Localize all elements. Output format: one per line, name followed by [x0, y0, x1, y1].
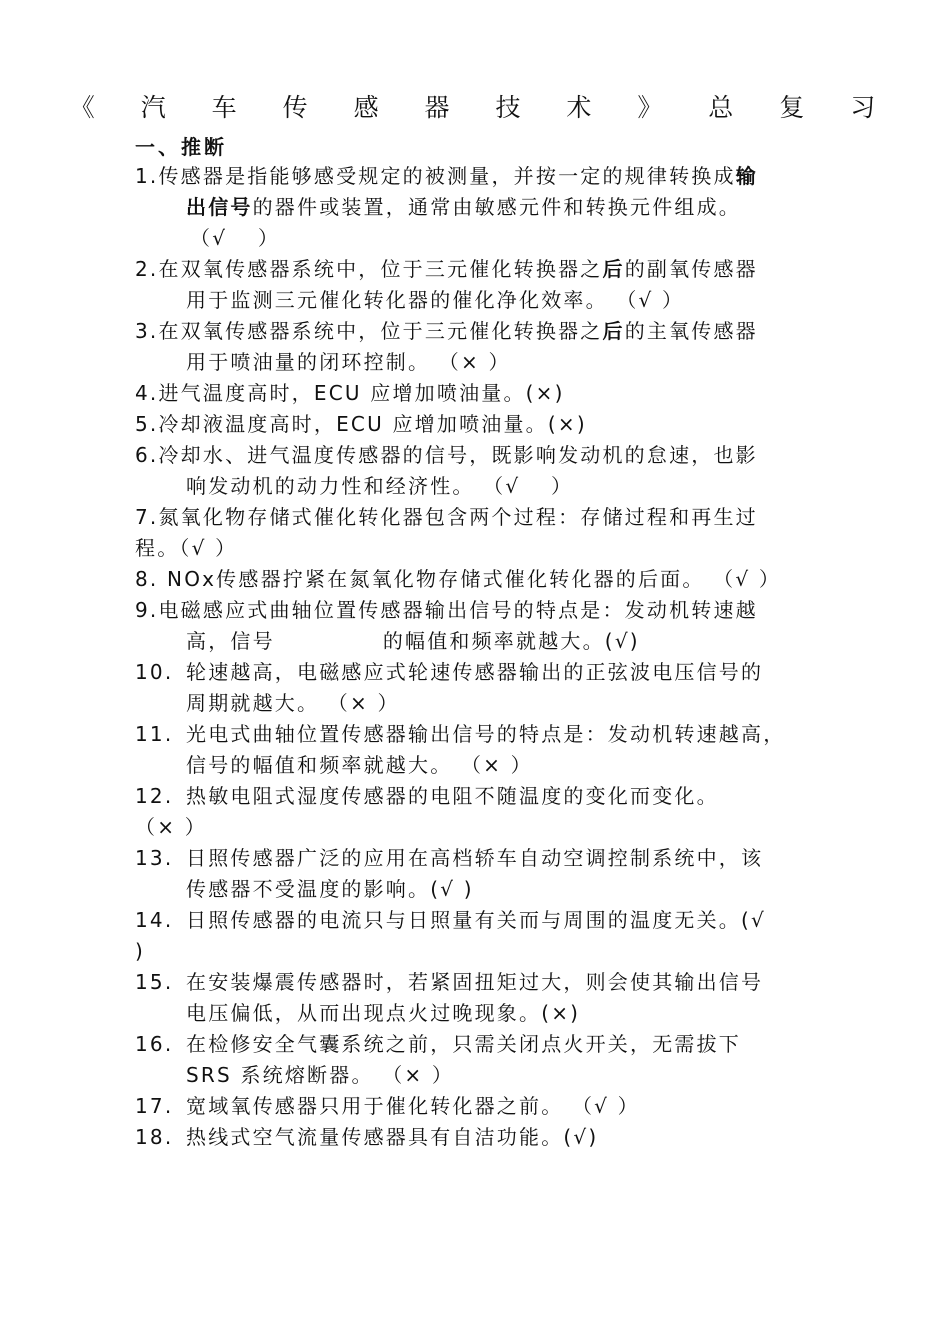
question-6-line-1 [135, 441, 758, 469]
question-4-line-1 [135, 379, 565, 407]
question-12-line-1 [135, 782, 719, 810]
question-10-line-1 [135, 658, 763, 686]
question-text: 冷却水、进气温度传感器的信号，既影响发动机的怠速，也影 [158, 443, 758, 467]
question-16-line-1 [135, 1030, 741, 1058]
question-2-line-1 [135, 255, 758, 283]
question-text: 轮速越高，电磁感应式轮速传感器输出的正弦波电压信号的 [186, 660, 764, 684]
question-number: 1. [135, 164, 159, 188]
question-number: 11. [135, 722, 174, 746]
question-18-line-1 [135, 1123, 598, 1151]
question-17-line-1 [135, 1092, 640, 1120]
question-number: 6. [135, 443, 159, 467]
question-16-line-2: SRS 系统熔断器。 （× ） [186, 1063, 455, 1087]
question-7-line-2: 程。（√ ） [135, 536, 238, 560]
question-13-line-1 [135, 844, 763, 872]
question-14-line-1 [135, 906, 766, 934]
question-text: 日照传感器广泛的应用在高档轿车自动空调控制系统中，该 [186, 846, 764, 870]
question-text: 热敏电阻式湿度传感器的电阻不随温度的变化而变化。 [186, 784, 719, 808]
question-text: 的幅值和频率就越大。(√) [382, 629, 640, 653]
question-text: 热线式空气流量传感器具有自洁功能。(√) [186, 1125, 599, 1149]
question-text: 光电式曲轴位置传感器输出信号的特点是：发动机转速越高， [186, 722, 786, 746]
question-8-line-1 [135, 565, 781, 593]
question-3-line-2: 用于喷油量的闭环控制。 （× ） [186, 350, 511, 374]
question-number: 14. [135, 908, 174, 932]
question-number: 4. [135, 381, 159, 405]
question-11-line-2: 信号的幅值和频率就越大。 （× ） [186, 753, 533, 777]
question-10-line-2: 周期就越大。 （× ） [186, 691, 400, 715]
question-text: 的器件或装置，通常由敏感元件和转换元件组成。 [252, 195, 742, 219]
question-9-line-1 [135, 596, 758, 624]
question-number: 17. [135, 1094, 174, 1118]
question-number: 16. [135, 1032, 174, 1056]
question-text-bold: 后 [602, 257, 625, 281]
question-number: 10. [135, 660, 174, 684]
question-number: 15. [135, 970, 174, 994]
question-text: 传感器是指能够感受规定的被测量，并按一定的规律转换成 [158, 164, 736, 188]
question-text: NOx传感器拧紧在氮氧化物存储式催化转化器的后面。 （√ ） [167, 567, 782, 591]
question-text: 氮氧化物存储式催化转化器包含两个过程：存储过程和再生过 [158, 505, 758, 529]
question-text: 宽域氧传感器只用于催化转化器之前。 （√ ） [186, 1094, 640, 1118]
question-9-line-2 [186, 627, 640, 655]
question-text: 在检修安全气囊系统之前，只需关闭点火开关，无需拔下 [186, 1032, 741, 1056]
question-text-bold: 后 [602, 319, 625, 343]
question-text: 的副氧传感器 [624, 257, 758, 281]
page-title: 《 汽 车 传 感 器 技 术 》 总 复 习 [69, 93, 895, 122]
question-number: 12. [135, 784, 174, 808]
question-text: 日照传感器的电流只与日照量有关而与周围的温度无关。(√ [186, 908, 766, 932]
question-text: 在双氧传感器系统中，位于三元催化转换器之 [158, 257, 603, 281]
question-15-line-1 [135, 968, 763, 996]
question-6-line-2: 响发动机的动力性和经济性。 （√ ） [186, 474, 574, 498]
question-13-line-2: 传感器不受温度的影响。(√ ) [186, 877, 474, 901]
question-number: 2. [135, 257, 159, 281]
question-text: 进气温度高时，ECU 应增加喷油量。(×) [158, 381, 565, 405]
question-text: 冷却液温度高时，ECU 应增加喷油量。(×) [158, 412, 587, 436]
question-text: 在安装爆震传感器时，若紧固扭矩过大，则会使其输出信号 [186, 970, 764, 994]
question-1-line-1 [135, 162, 758, 190]
question-number: 18. [135, 1125, 174, 1149]
question-number: 7. [135, 505, 159, 529]
question-14-line-2: ) [135, 939, 146, 963]
question-text: 在双氧传感器系统中，位于三元催化转换器之 [158, 319, 603, 343]
question-text-bold: 输 [735, 164, 758, 188]
question-number: 3. [135, 319, 159, 343]
section-heading: 一、推断 [135, 135, 227, 159]
question-12-line-2: （× ） [135, 815, 207, 839]
question-text: 电磁感应式曲轴位置传感器输出信号的特点是：发动机转速越 [158, 598, 758, 622]
question-7-line-1 [135, 503, 758, 531]
question-number: 5. [135, 412, 159, 436]
question-number: 8. [135, 567, 159, 591]
question-text: 的主氧传感器 [624, 319, 758, 343]
question-2-line-2: 用于监测三元催化转化器的催化净化效率。 （√ ） [186, 288, 685, 312]
question-number: 9. [135, 598, 159, 622]
question-text-bold: 出信号 [186, 195, 253, 219]
question-1-answer: （√ ） [190, 226, 281, 250]
question-3-line-1 [135, 317, 758, 345]
question-15-line-2: 电压偏低，从而出现点火过晚现象。(×) [186, 1001, 581, 1025]
question-text: 高，信号 [186, 629, 275, 653]
question-11-line-1 [135, 720, 785, 748]
question-5-line-1 [135, 410, 587, 438]
question-1-line-2 [186, 193, 741, 221]
question-number: 13. [135, 846, 174, 870]
